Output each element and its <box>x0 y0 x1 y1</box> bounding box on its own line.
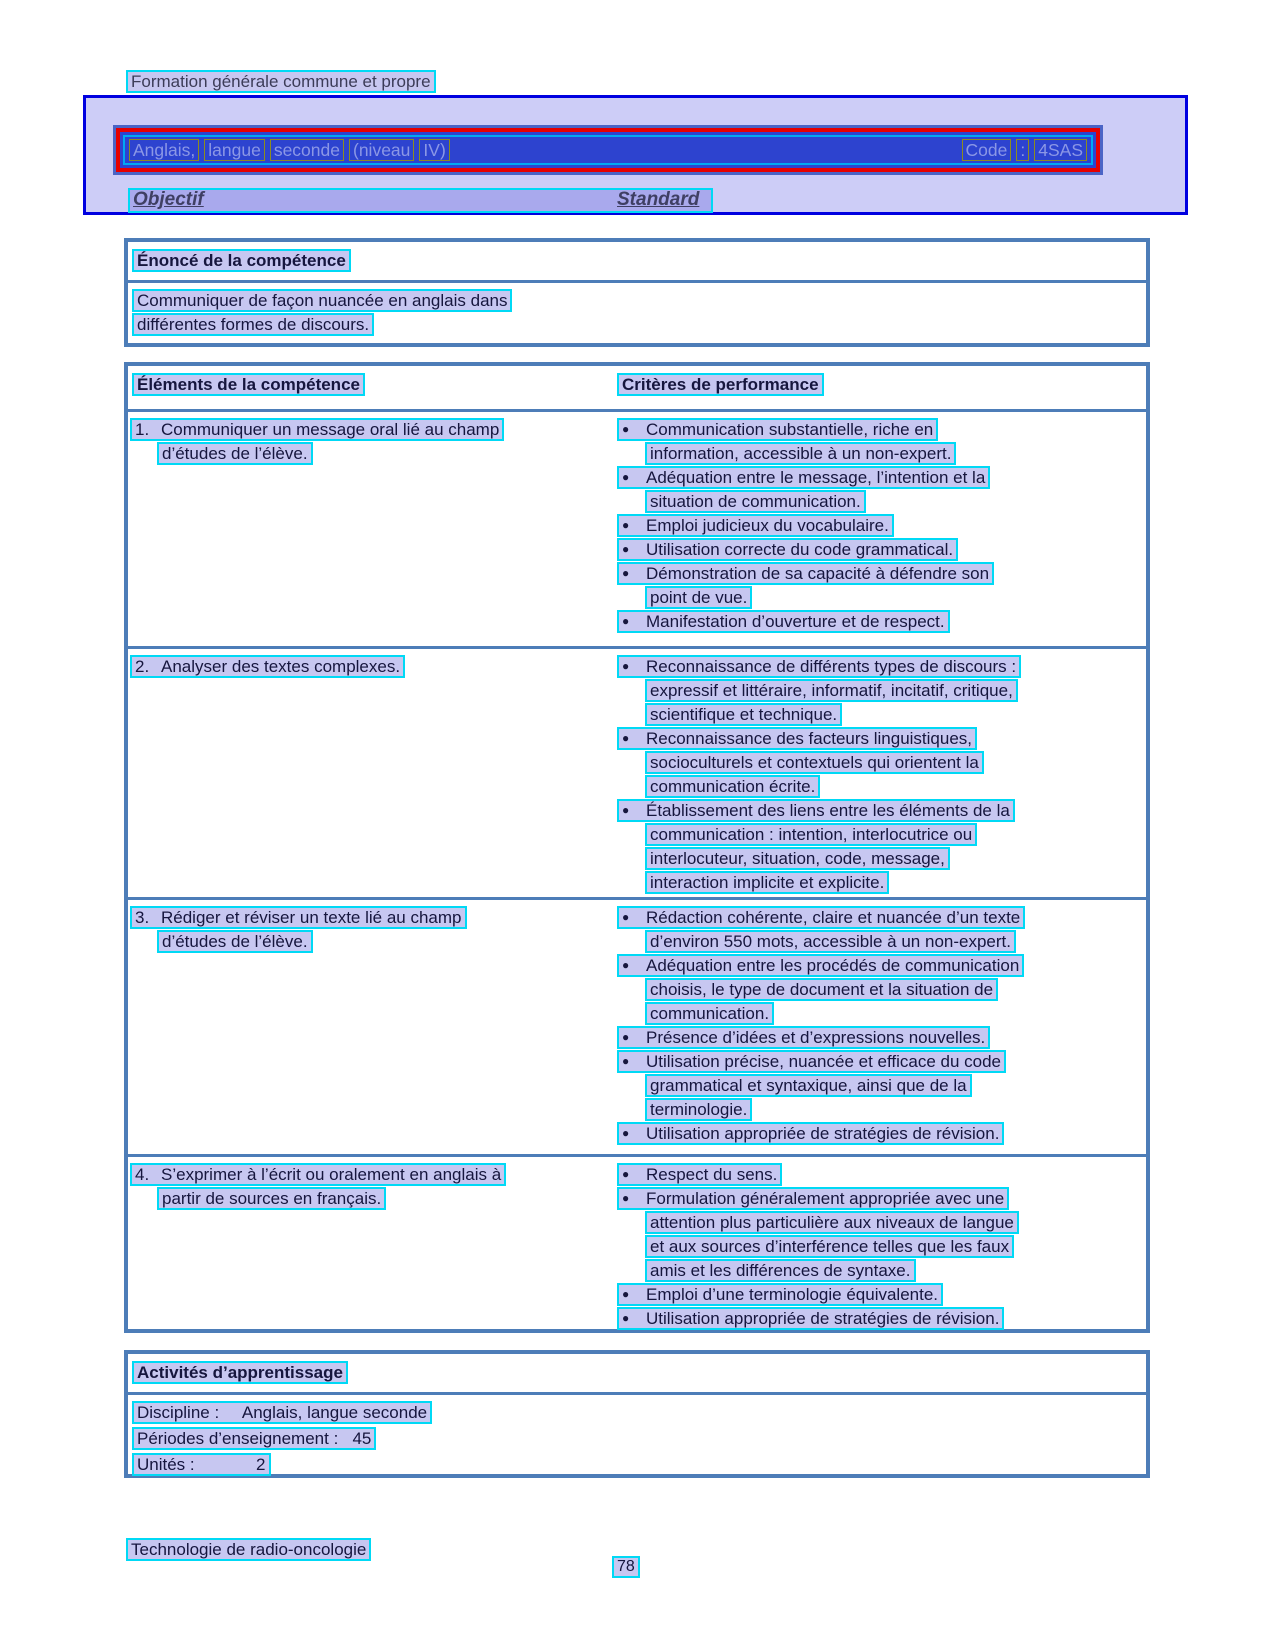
objectif-heading: Objectif <box>133 189 204 210</box>
bullet-icon: ● <box>622 1030 630 1044</box>
criteria-line <box>617 1026 1146 1049</box>
code-word: : <box>1016 139 1029 161</box>
highlighted-text: ● Établissement des liens entre les éléments de la <box>617 799 1015 822</box>
criteria-line <box>617 490 1146 513</box>
criteria-line <box>617 847 1146 870</box>
enonce-box <box>124 238 1150 347</box>
highlighted-text: grammatical et syntaxique, ainsi que de la <box>645 1074 972 1097</box>
enonce-line <box>132 289 1146 312</box>
page-number: 78 <box>612 1556 640 1578</box>
criteria-cell <box>617 418 1146 646</box>
bullet-icon: ● <box>622 542 630 556</box>
criteria-line <box>617 538 1146 561</box>
element-cell <box>128 418 617 646</box>
highlighted-text: situation de communication. <box>645 490 866 513</box>
criteria-line <box>617 418 1146 441</box>
highlighted-text: partir de sources en français. <box>157 1187 386 1210</box>
table-row <box>128 1154 1146 1329</box>
bullet-icon: ● <box>622 1054 630 1068</box>
highlighted-text: 1. Communiquer un message oral lié au champ <box>130 418 504 441</box>
criteria-line <box>617 610 1146 633</box>
course-code <box>962 139 1087 161</box>
highlighted-text: attention plus particulière aux niveaux de langue <box>645 1211 1019 1234</box>
criteria-line <box>617 823 1146 846</box>
title-word: seconde <box>270 139 344 161</box>
criteria-line <box>617 906 1146 929</box>
highlighted-text: ● Manifestation d’ouverture et de respect. <box>617 610 950 633</box>
criteria-line <box>617 1163 1146 1186</box>
element-cell <box>128 655 617 897</box>
highlighted-text: 4. S’exprimer à l’écrit ou oralement en anglais à <box>130 1163 506 1186</box>
highlighted-text: ● Communication substantielle, riche en <box>617 418 938 441</box>
criteria-line <box>617 1259 1146 1282</box>
title-line-box <box>123 135 1093 165</box>
activites-title: Activités d’apprentissage <box>132 1361 348 1384</box>
table-row <box>128 646 1146 897</box>
element-line <box>130 1163 617 1186</box>
highlighted-text: communication écrite. <box>645 775 820 798</box>
code-word: 4SAS <box>1034 139 1087 161</box>
activites-line <box>132 1453 1146 1476</box>
criteria-line <box>617 871 1146 894</box>
columns-header-row <box>128 188 713 213</box>
highlighted-text: ● Utilisation précise, nuancée et efficace du code <box>617 1050 1006 1073</box>
highlighted-text: Communiquer de façon nuancée en anglais dans <box>132 289 512 312</box>
highlighted-text: ● Utilisation appropriée de stratégies de révision. <box>617 1307 1004 1330</box>
highlighted-text: ● Reconnaissance des facteurs linguistiques, <box>617 727 977 750</box>
highlighted-text: 2. Analyser des textes complexes. <box>130 655 405 678</box>
highlighted-text: terminologie. <box>645 1098 752 1121</box>
criteria-cell <box>617 1163 1146 1329</box>
code-word: Code <box>962 139 1012 161</box>
highlighted-text: ● Emploi d’une terminologie équivalente. <box>617 1283 943 1306</box>
highlighted-text: ● Utilisation appropriée de stratégies de révision. <box>617 1122 1004 1145</box>
criteria-line <box>617 514 1146 537</box>
criteria-line <box>617 1235 1146 1258</box>
title-bar-red-frame <box>116 128 1100 172</box>
standard-heading: Standard <box>617 189 700 210</box>
highlighted-text: ● Adéquation entre le message, l’intention et la <box>617 466 990 489</box>
element-number: 1. <box>135 420 150 439</box>
criteria-line <box>617 1122 1146 1145</box>
activites-line <box>132 1401 1146 1424</box>
criteria-line <box>617 954 1146 977</box>
highlighted-text: expressif et littéraire, informatif, incitatif, critique, <box>645 679 1018 702</box>
highlighted-text: information, accessible à un non-expert. <box>645 442 956 465</box>
highlighted-text: interlocuteur, situation, code, message, <box>645 847 950 870</box>
section-header: Formation générale commune et propre <box>126 70 436 93</box>
highlighted-text: ● Reconnaissance de différents types de discours : <box>617 655 1021 678</box>
bullet-icon: ● <box>622 659 630 673</box>
criteria-line <box>617 562 1146 585</box>
highlighted-text: ● Présence d’idées et d’expressions nouvelles. <box>617 1026 990 1049</box>
highlighted-text: Unités : 2 <box>132 1453 271 1476</box>
highlighted-text: différentes formes de discours. <box>132 313 374 336</box>
bullet-icon: ● <box>622 614 630 628</box>
criteria-line <box>617 586 1146 609</box>
bullet-icon: ● <box>622 910 630 924</box>
highlighted-text: communication : intention, interlocutrice ou <box>645 823 977 846</box>
bullet-icon: ● <box>622 1287 630 1301</box>
course-title <box>129 139 455 161</box>
title-word: (niveau <box>349 139 414 161</box>
footer-program: Technologie de radio-oncologie <box>126 1538 371 1561</box>
criteria-cell <box>617 655 1146 897</box>
enonce-header <box>128 242 1146 283</box>
criteria-line <box>617 442 1146 465</box>
criteria-line <box>617 1211 1146 1234</box>
highlighted-text: ● Adéquation entre les procédés de communication <box>617 954 1024 977</box>
criteria-cell <box>617 906 1146 1154</box>
element-number: 3. <box>135 908 150 927</box>
highlighted-text: ● Respect du sens. <box>617 1163 782 1186</box>
criteria-line <box>617 799 1146 822</box>
highlighted-text: interaction implicite et explicite. <box>645 871 889 894</box>
criteria-line <box>617 1002 1146 1025</box>
element-cell <box>128 906 617 1154</box>
element-line <box>130 930 617 953</box>
highlighted-text: scientifique et technique. <box>645 703 842 726</box>
course-title-bar <box>113 125 1103 175</box>
criteria-line <box>617 1074 1146 1097</box>
criteria-line <box>617 1187 1146 1210</box>
bullet-icon: ● <box>622 518 630 532</box>
activites-header <box>128 1354 1146 1395</box>
highlighted-text: 3. Rédiger et réviser un texte lié au champ <box>130 906 467 929</box>
criteres-header: Critères de performance <box>617 373 824 396</box>
element-line <box>130 442 617 465</box>
bullet-icon: ● <box>622 1167 630 1181</box>
criteria-line <box>617 1098 1146 1121</box>
element-number: 4. <box>135 1165 150 1184</box>
element-number: 2. <box>135 657 150 676</box>
highlighted-text: d’études de l’élève. <box>157 442 313 465</box>
criteria-line <box>617 727 1146 750</box>
title-word: langue <box>204 139 265 161</box>
bullet-icon: ● <box>622 1311 630 1325</box>
highlighted-text: ● Formulation généralement appropriée avec une <box>617 1187 1009 1210</box>
highlighted-text: Périodes d’enseignement : 45 <box>132 1427 376 1450</box>
highlighted-text: ● Emploi judicieux du vocabulaire. <box>617 514 894 537</box>
competence-table <box>124 362 1150 1333</box>
highlighted-text: ● Démonstration de sa capacité à défendre son <box>617 562 994 585</box>
criteria-line <box>617 978 1146 1001</box>
element-cell <box>128 1163 617 1329</box>
element-line <box>130 655 617 678</box>
highlighted-text: et aux sources d’interférence telles que les faux <box>645 1235 1014 1258</box>
activites-line <box>132 1427 1146 1450</box>
criteria-line <box>617 1283 1146 1306</box>
bullet-icon: ● <box>622 566 630 580</box>
table-row <box>128 897 1146 1154</box>
title-panel <box>83 95 1188 215</box>
bullet-icon: ● <box>622 958 630 972</box>
enonce-line <box>132 313 1146 336</box>
highlighted-text: communication. <box>645 1002 774 1025</box>
bullet-icon: ● <box>622 803 630 817</box>
activites-box <box>124 1350 1150 1478</box>
highlighted-text: d’études de l’élève. <box>157 930 313 953</box>
highlighted-text: choisis, le type de document et la situation de <box>645 978 998 1001</box>
highlighted-text: ● Rédaction cohérente, claire et nuancée d’un texte <box>617 906 1025 929</box>
criteria-line <box>617 1050 1146 1073</box>
criteria-line <box>617 703 1146 726</box>
right-column-header <box>617 373 1146 409</box>
highlighted-text: point de vue. <box>645 586 752 609</box>
table-rows <box>128 412 1146 1329</box>
bullet-icon: ● <box>622 731 630 745</box>
bullet-icon: ● <box>622 1126 630 1140</box>
highlighted-text: amis et les différences de syntaxe. <box>645 1259 916 1282</box>
bullet-icon: ● <box>622 1191 630 1205</box>
table-header-row <box>128 366 1146 412</box>
elements-header: Éléments de la compétence <box>132 373 365 396</box>
criteria-line <box>617 1307 1146 1330</box>
title-word: Anglais, <box>129 139 199 161</box>
highlighted-text: socioculturels et contextuels qui orientent la <box>645 751 984 774</box>
left-column-header <box>128 373 617 409</box>
element-line <box>130 1187 617 1210</box>
element-line <box>130 906 617 929</box>
table-row <box>128 412 1146 646</box>
criteria-line <box>617 930 1146 953</box>
highlighted-text: d’environ 550 mots, accessible à un non-expert. <box>645 930 1016 953</box>
bullet-icon: ● <box>622 422 630 436</box>
enonce-title: Énoncé de la compétence <box>132 249 351 272</box>
criteria-line <box>617 775 1146 798</box>
title-word: IV) <box>419 139 449 161</box>
criteria-line <box>617 466 1146 489</box>
enonce-body <box>128 283 1146 336</box>
criteria-line <box>617 679 1146 702</box>
highlighted-text: ● Utilisation correcte du code grammatical. <box>617 538 958 561</box>
activites-body <box>128 1395 1146 1476</box>
criteria-line <box>617 655 1146 678</box>
bullet-icon: ● <box>622 470 630 484</box>
element-line <box>130 418 617 441</box>
highlighted-text: Discipline : Anglais, langue seconde <box>132 1401 432 1424</box>
criteria-line <box>617 751 1146 774</box>
